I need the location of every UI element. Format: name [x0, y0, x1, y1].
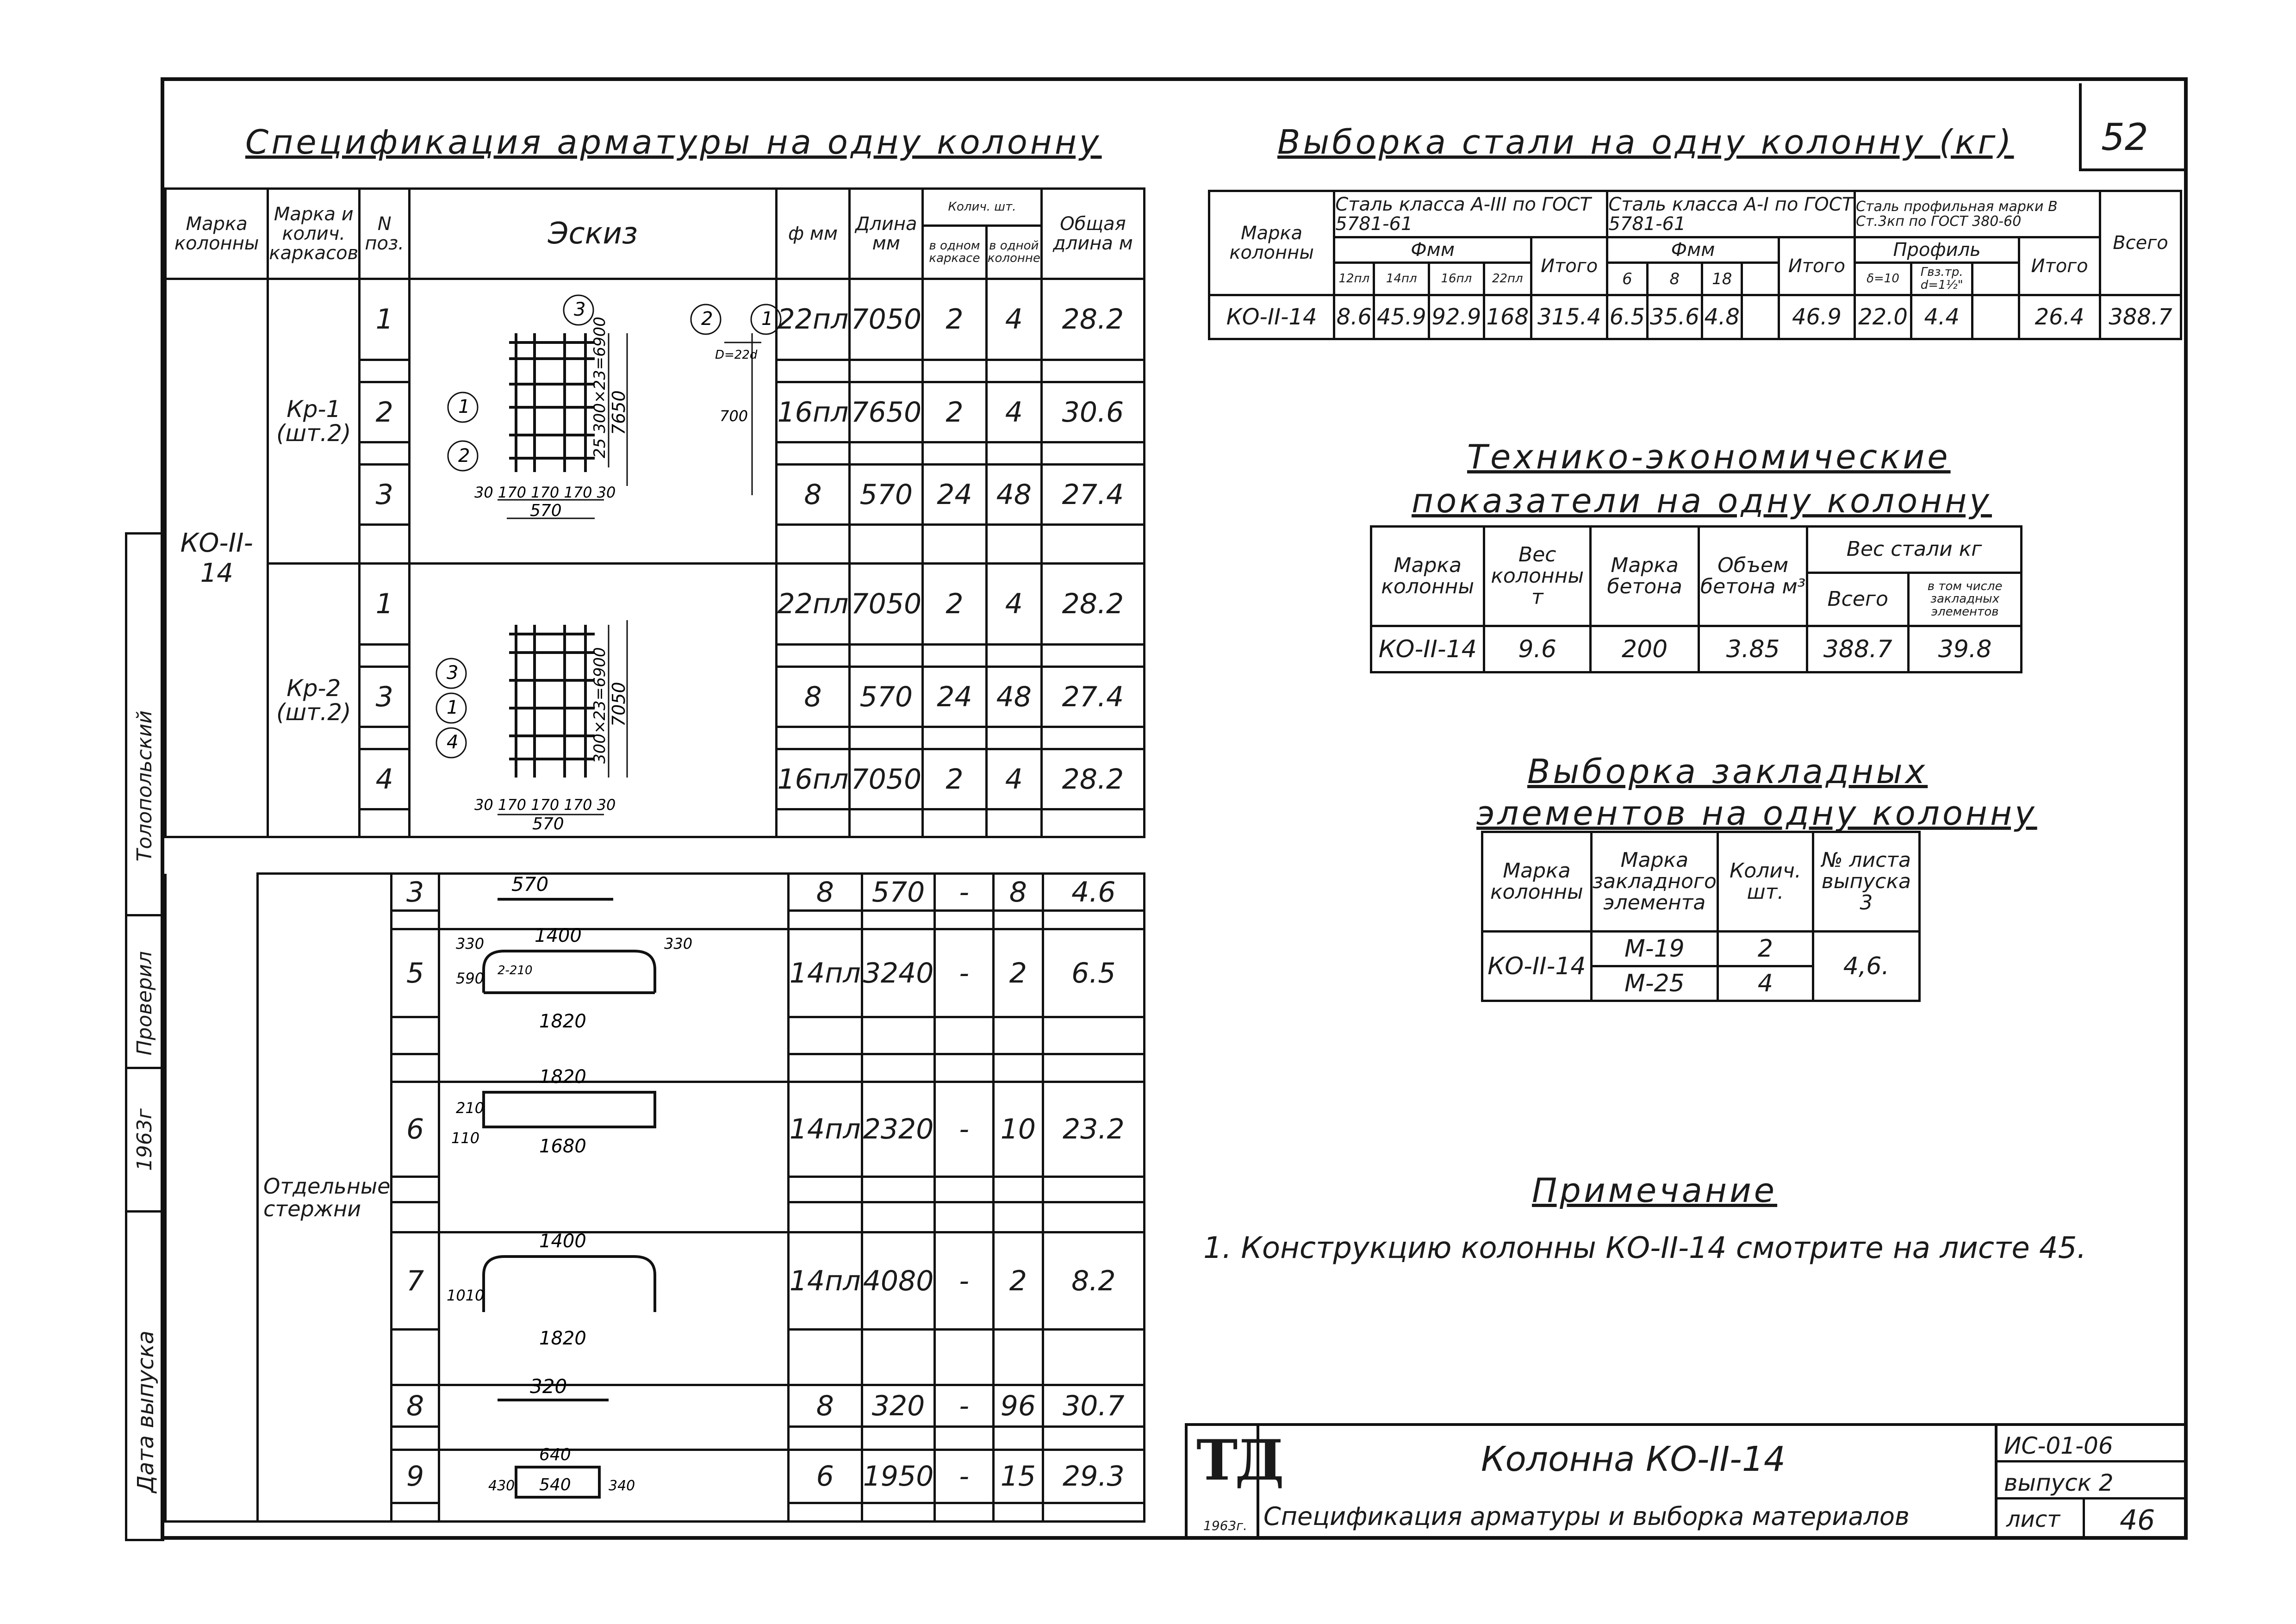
- circle-label: 2: [458, 445, 470, 467]
- spec-column-mark: КО-II-14: [166, 279, 268, 837]
- spec-dia: 6: [788, 1450, 862, 1503]
- spec-tot: 4.6: [1043, 874, 1144, 911]
- spec-dia: 8: [776, 465, 850, 525]
- spec-h-qty-frame: в одном каркасе: [923, 226, 987, 279]
- circle-label: 2: [701, 308, 713, 330]
- spec-qf: 24: [923, 667, 987, 727]
- dim-label: 330: [456, 935, 485, 952]
- spec-tot: 30.6: [1041, 382, 1144, 442]
- tep-title-2: показатели на одну колонну: [1412, 481, 1992, 520]
- circle-label: 3: [447, 662, 459, 684]
- spec-qf: 24: [923, 465, 987, 525]
- dim-label: 430: [488, 1478, 515, 1494]
- spec-qc: 4: [986, 279, 1041, 360]
- spec-qf: -: [935, 1232, 994, 1330]
- zak-title-1: Выборка закладных: [1527, 752, 1928, 791]
- tep-h-steel: Вес стали кг: [1807, 527, 2022, 573]
- sketch-kr2: [405, 606, 801, 865]
- spec-qc: 2: [994, 929, 1043, 1017]
- tep-h-concrete: Марка бетона: [1591, 527, 1699, 626]
- spec-len: 3240: [862, 929, 935, 1017]
- dim-label: 7650: [609, 390, 629, 435]
- spec-qc: 10: [994, 1082, 1043, 1177]
- spec-qf: 2: [923, 382, 987, 442]
- dim-label: 30 170 170 170 30: [474, 484, 616, 501]
- circle-label: 3: [574, 299, 586, 320]
- zak-qty: 4: [1717, 966, 1813, 1001]
- spec-h-frame-mark: Марка и колич. каркасов: [268, 189, 360, 279]
- spec-tot: 6.5: [1043, 929, 1144, 1017]
- sketch-kr1: [405, 282, 801, 569]
- steel-size: δ=10: [1855, 263, 1911, 295]
- stamp-subtitle: Спецификация арматуры и выборка материалов: [1263, 1502, 1910, 1531]
- spec-group-rods: Отдельные стержни: [258, 874, 392, 1522]
- steel-h-total: Всего: [2100, 191, 2181, 295]
- stamp-issue: выпуск 2: [2004, 1469, 2114, 1496]
- spec-qf: 2: [923, 749, 987, 809]
- spec-len: 7050: [850, 564, 923, 645]
- zak-table: [1481, 831, 1921, 1002]
- dim-label: 540: [539, 1475, 571, 1494]
- zak-h-el: Марка закладного элемента: [1591, 832, 1717, 932]
- spec-tot: 28.2: [1041, 564, 1144, 645]
- spec-qc: 8: [994, 874, 1043, 911]
- spec-dia: 22пл: [776, 279, 850, 360]
- spec-qf: -: [935, 1082, 994, 1177]
- steel-size: 14пл: [1374, 263, 1429, 295]
- note-text: 1. Конструкцию колонны КО-II-14 смотрите на листе 45.: [1203, 1231, 2086, 1265]
- dim-label: 110: [451, 1129, 480, 1147]
- steel-size: 22пл: [1484, 263, 1531, 295]
- spec-tot: 28.2: [1041, 749, 1144, 809]
- dim-label: 700: [720, 407, 748, 425]
- logo: ТД: [1196, 1428, 1282, 1493]
- steel-h-itogo: Итого: [1779, 237, 1854, 295]
- steel-size: 16пл: [1429, 263, 1484, 295]
- steel-cell: 26.4: [2019, 295, 2100, 339]
- steel-size: 18: [1702, 263, 1742, 295]
- spec-qc: 48: [986, 667, 1041, 727]
- zak-el: М-25: [1591, 966, 1717, 1001]
- steel-cell: 168: [1484, 295, 1531, 339]
- spec-len: 2320: [862, 1082, 935, 1177]
- spec-pos: 3: [360, 465, 410, 525]
- spec-qc: 4: [986, 564, 1041, 645]
- side-checker: Толопольский: [133, 710, 156, 862]
- spec-dia: 14пл: [788, 1232, 862, 1330]
- stamp-sheet-label: лист: [2006, 1506, 2060, 1532]
- dim-label: 1400: [535, 925, 582, 946]
- dim-label: 590: [456, 970, 485, 987]
- circle-label: 1: [458, 396, 470, 417]
- spec-pos: 3: [360, 667, 410, 727]
- steel-size: 12пл: [1334, 263, 1374, 295]
- tep-h-incl: в том числе закладных элементов: [1909, 573, 2022, 626]
- dim-label: 25 300×23=6900: [591, 317, 609, 458]
- steel-size: [1742, 263, 1779, 295]
- spec-len: 7650: [850, 382, 923, 442]
- spec-pos: 4: [360, 749, 410, 809]
- stamp-title: Колонна КО-II-14: [1481, 1439, 1786, 1479]
- steel-h-dia-a3: Фмм: [1334, 237, 1531, 263]
- tep-cell: КО-II-14: [1371, 626, 1484, 672]
- zak-title-2: элементов на одну колонну: [1476, 794, 2037, 833]
- spec-qf: -: [935, 1385, 994, 1427]
- dim-label: 1400: [539, 1231, 586, 1252]
- steel-h-prof: Сталь профильная марки В Ст.3кп по ГОСТ 380-60: [1855, 191, 2100, 237]
- steel-table: [1208, 190, 2182, 340]
- zak-h-qty: Колич. шт.: [1717, 832, 1813, 932]
- zak-el: М-19: [1591, 932, 1717, 966]
- dim-label: 300×23=6900: [591, 647, 609, 764]
- spec-len: 7050: [850, 279, 923, 360]
- spec-qf: -: [935, 929, 994, 1017]
- side-year: 1963г: [133, 1108, 156, 1171]
- spec-title: Спецификация арматуры на одну колонну: [245, 123, 1102, 162]
- spec-h-total: Общая длина м: [1041, 189, 1144, 279]
- spec-dia: 8: [788, 874, 862, 911]
- spec-tot: 8.2: [1043, 1232, 1144, 1330]
- spec-tot: 27.4: [1041, 465, 1144, 525]
- spec-pos: 7: [392, 1232, 439, 1330]
- spec-pos: 6: [392, 1082, 439, 1177]
- spec-qc: 15: [994, 1450, 1043, 1503]
- dim-label: 570: [530, 501, 562, 520]
- spec-pos: 5: [392, 929, 439, 1017]
- sketch-rods: [405, 872, 801, 1539]
- spec-tot: 23.2: [1043, 1082, 1144, 1177]
- steel-cell: 8.6: [1334, 295, 1374, 339]
- spec-tot: 28.2: [1041, 279, 1144, 360]
- spec-dia: 16пл: [776, 382, 850, 442]
- steel-cell: 6.5: [1607, 295, 1647, 339]
- steel-size: Гвз.тр. d=1½": [1911, 263, 1972, 295]
- steel-cell: 4.8: [1702, 295, 1742, 339]
- dim-label: D=22d: [715, 348, 758, 362]
- spec-pos: 2: [360, 382, 410, 442]
- dim-label: 1820: [539, 1328, 586, 1349]
- tep-cell: 200: [1591, 626, 1699, 672]
- spec-qf: -: [935, 874, 994, 911]
- steel-cell: [1742, 295, 1779, 339]
- steel-cell: 388.7: [2100, 295, 2181, 339]
- spec-len: 570: [862, 874, 935, 911]
- steel-h-dia-a1: Фмм: [1607, 237, 1779, 263]
- circle-label: 1: [761, 308, 773, 330]
- spec-pos: 3: [392, 874, 439, 911]
- spec-group-kr1: Кр-1 (шт.2): [268, 279, 360, 564]
- dim-label: 1010: [447, 1287, 485, 1304]
- steel-cell: 92.9: [1429, 295, 1484, 339]
- steel-h-profile: Профиль: [1855, 237, 2019, 263]
- spec-tot: 29.3: [1043, 1450, 1144, 1503]
- spec-tot: 30.7: [1043, 1385, 1144, 1427]
- tep-cell: 9.6: [1484, 626, 1591, 672]
- spec-qc: 96: [994, 1385, 1043, 1427]
- steel-cell: 35.6: [1647, 295, 1702, 339]
- steel-h-mark: Марка колонны: [1209, 191, 1334, 295]
- tep-cell: 3.85: [1699, 626, 1807, 672]
- steel-h-itogo: Итого: [1531, 237, 1607, 295]
- steel-cell: 4.4: [1911, 295, 1972, 339]
- dim-label: 1680: [539, 1136, 586, 1157]
- spec-h-col-mark: Марка колонны: [166, 189, 268, 279]
- zak-qty: 2: [1717, 932, 1813, 966]
- spec-len: 4080: [862, 1232, 935, 1330]
- spec-pos: 1: [360, 564, 410, 645]
- dim-label: 320: [530, 1375, 567, 1398]
- spec-qf: 2: [923, 564, 987, 645]
- dim-label: 570: [511, 873, 549, 896]
- dim-label: 1820: [539, 1011, 586, 1032]
- dim-label: 640: [539, 1445, 571, 1464]
- spec-qf: -: [935, 1450, 994, 1503]
- tep-h-mark: Марка колонны: [1371, 527, 1484, 626]
- spec-qc: 4: [986, 749, 1041, 809]
- circle-label: 1: [447, 697, 459, 718]
- stamp-code: ИС-01-06: [2004, 1432, 2113, 1459]
- tep-h-volume: Объем бетона м³: [1699, 527, 1807, 626]
- steel-h-a1: Сталь класса А-I по ГОСТ 5781-61: [1607, 191, 1855, 237]
- zak-mark: КО-II-14: [1482, 932, 1592, 1001]
- steel-h-a3: Сталь класса А-III по ГОСТ 5781-61: [1334, 191, 1607, 237]
- spec-h-pos: N поз.: [360, 189, 410, 279]
- tep-table: [1370, 525, 2022, 673]
- spec-group-kr2: Кр-2 (шт.2): [268, 564, 360, 837]
- dim-label: 2-210: [498, 964, 533, 977]
- steel-cell: [1972, 295, 2019, 339]
- dim-label: 30 170 170 170 30: [474, 796, 616, 814]
- spec-tot: 27.4: [1041, 667, 1144, 727]
- zak-sheet: 4,6.: [1813, 932, 1919, 1001]
- spec-dia: 16пл: [776, 749, 850, 809]
- tep-title-1: Технико-экономические: [1467, 437, 1951, 476]
- spec-qf: 2: [923, 279, 987, 360]
- spec-len: 570: [850, 667, 923, 727]
- spec-h-qty: Колич. шт.: [923, 189, 1042, 226]
- spec-h-length: Длина мм: [850, 189, 923, 279]
- spec-dia: 22пл: [776, 564, 850, 645]
- spec-len: 320: [862, 1385, 935, 1427]
- spec-qc: 48: [986, 465, 1041, 525]
- spec-dia: 14пл: [788, 1082, 862, 1177]
- spec-len: 7050: [850, 749, 923, 809]
- dim-label: 570: [532, 815, 564, 834]
- stamp-sheet: 46: [2120, 1504, 2155, 1537]
- dim-label: 1820: [539, 1066, 586, 1088]
- spec-dia: 8: [788, 1385, 862, 1427]
- steel-title: Выборка стали на одну колонну (кг): [1277, 123, 2014, 162]
- spec-pos: 8: [392, 1385, 439, 1427]
- steel-cell: 45.9: [1374, 295, 1429, 339]
- spec-len: 1950: [862, 1450, 935, 1503]
- note-title: Примечание: [1532, 1171, 1778, 1210]
- steel-row-mark: КО-II-14: [1209, 295, 1334, 339]
- sheet-number: 52: [2101, 116, 2148, 159]
- side-stamp: [125, 532, 164, 1541]
- steel-cell: 46.9: [1779, 295, 1854, 339]
- steel-size: 8: [1647, 263, 1702, 295]
- side-checked-label: Проверил: [133, 951, 156, 1056]
- spec-dia: 14пл: [788, 929, 862, 1017]
- spec-dia: 8: [776, 667, 850, 727]
- tep-h-all: Всего: [1807, 573, 1909, 626]
- steel-size: 6: [1607, 263, 1647, 295]
- spec-h-sketch: Эскиз: [410, 189, 776, 279]
- dim-label: 330: [664, 935, 693, 952]
- logo-sub: 1963г.: [1203, 1518, 1247, 1533]
- dim-label: 7050: [609, 682, 629, 727]
- spec-pos: 1: [360, 279, 410, 360]
- steel-cell: 315.4: [1531, 295, 1607, 339]
- steel-h-itogo: Итого: [2019, 237, 2100, 295]
- dim-label: 210: [456, 1099, 485, 1117]
- spec-h-dia: ф мм: [776, 189, 850, 279]
- tep-h-weight: Вес колонны т: [1484, 527, 1591, 626]
- zak-h-mark: Марка колонны: [1482, 832, 1592, 932]
- steel-cell: 22.0: [1855, 295, 1911, 339]
- tep-cell: 39.8: [1909, 626, 2022, 672]
- zak-h-sheet: № листа выпуска 3: [1813, 832, 1919, 932]
- spec-pos: 9: [392, 1450, 439, 1503]
- spec-qc: 2: [994, 1232, 1043, 1330]
- spec-h-qty-col: в одной колонне: [986, 226, 1041, 279]
- spec-len: 570: [850, 465, 923, 525]
- side-date-label: Дата выпуска: [133, 1331, 159, 1493]
- spec-qc: 4: [986, 382, 1041, 442]
- dim-label: 340: [609, 1478, 635, 1494]
- circle-label: 4: [447, 732, 459, 753]
- tep-cell: 388.7: [1807, 626, 1909, 672]
